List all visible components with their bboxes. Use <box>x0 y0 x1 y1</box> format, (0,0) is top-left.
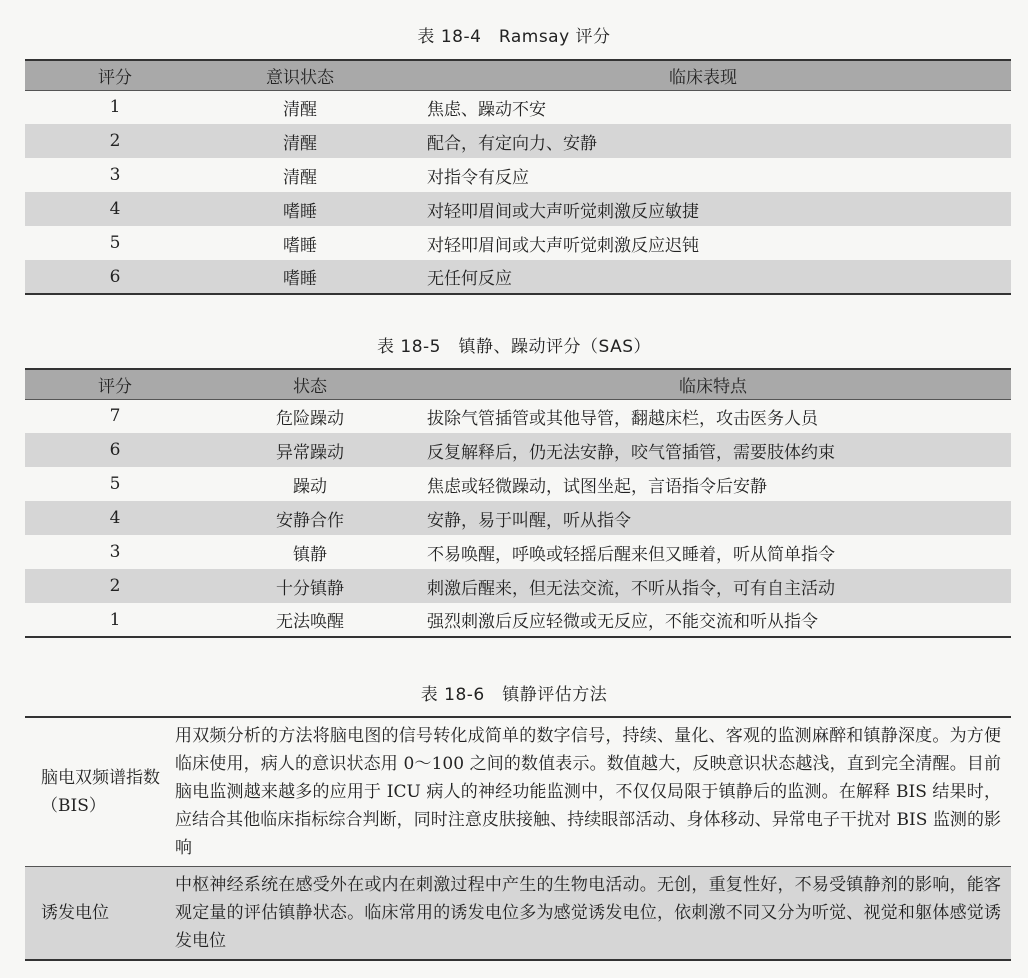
table-row <box>25 867 1011 961</box>
state-cell: 清醒 <box>283 167 317 188</box>
description-cell: 焦虑、躁动不安 <box>427 99 546 120</box>
col-header: 意识状态 <box>205 60 395 90</box>
table-row <box>25 433 1011 467</box>
description-cell: 对轻叩眉间或大声听觉刺激反应敏捷 <box>395 192 1011 226</box>
ramsay-table <box>25 59 1011 295</box>
sas-table <box>25 368 1011 638</box>
method-description: 用双频分析的方法将脑电图的信号转化成简单的数字信号，持续、量化、客观的监测麻醉和镇静深度。为方便临床使用，病人的意识状态用 0～100 之间的数值表示。数值越大，反映意识状态越浅，直到完全清醒。目前脑电监测越来越多的应用于 ICU 病人的神经功能监测中，不仅仅局限于镇静后的监测。在解释 BIS 结果时，应结合其他临床指标综合判断，同时注意皮肤接触、持续眼部活动、身体移动、异常电子干扰对 BIS 监测的影响 <box>175 726 1001 858</box>
table-row <box>25 717 1011 867</box>
description-cell: 对指令有反应 <box>427 167 529 188</box>
description-cell: 不易唤醒，呼唤或轻摇后醒来但又睡着，听从简单指令 <box>427 544 835 565</box>
state-cell: 十分镇静 <box>205 569 415 603</box>
score-cell: 3 <box>109 165 121 185</box>
score-cell: 1 <box>109 97 121 118</box>
state-cell: 嗜睡 <box>205 192 395 226</box>
table-row <box>25 158 1011 192</box>
state-cell: 危险躁动 <box>276 408 344 429</box>
description-cell: 安静，易于叫醒，听从指令 <box>415 501 1011 535</box>
col-header: 评分 <box>25 369 205 399</box>
state-cell: 清醒 <box>205 124 395 158</box>
sedation-methods-table <box>25 716 1011 961</box>
state-cell: 清醒 <box>283 99 317 120</box>
score-cell: 3 <box>109 542 121 562</box>
state-cell: 嗜睡 <box>205 260 395 294</box>
score-cell: 6 <box>25 433 205 467</box>
score-cell: 4 <box>25 501 205 535</box>
description-cell: 强烈刺激后反应轻微或无反应，不能交流和听从指令 <box>415 603 1011 637</box>
method-description: 中枢神经系统在感受外在或内在刺激过程中产生的生物电活动。无创，重复性好，不易受镇静剂的影响，能客观定量的评估镇静状态。临床常用的诱发电位多为感觉诱发电位，依刺激不同又分为听觉、视觉和躯体感觉诱发电位 <box>175 867 1011 961</box>
method-label: 诱发电位 <box>25 867 175 961</box>
description-cell: 拔除气管插管或其他导管，翻越床栏，攻击医务人员 <box>427 408 818 429</box>
description-cell: 对轻叩眉间或大声听觉刺激反应迟钝 <box>427 235 699 256</box>
score-cell: 1 <box>25 603 205 637</box>
table-row <box>25 90 1011 124</box>
table-row <box>25 501 1011 535</box>
description-cell: 配合，有定向力、安静 <box>395 124 1011 158</box>
state-cell: 安静合作 <box>205 501 415 535</box>
state-cell: 镇静 <box>293 544 327 565</box>
score-cell: 2 <box>25 569 205 603</box>
table-row <box>25 467 1011 501</box>
score-cell: 5 <box>109 233 121 253</box>
table3-caption: 表 18-6 镇静评估方法 <box>420 685 608 705</box>
col-header: 临床表现 <box>395 60 1011 90</box>
score-cell: 7 <box>109 406 121 427</box>
table1-caption: 表 18-4 Ramsay 评分 <box>417 27 611 47</box>
state-cell: 躁动 <box>293 476 327 497</box>
table2-caption: 表 18-5 镇静、躁动评分（SAS） <box>376 337 651 357</box>
col-header: 临床特点 <box>415 369 1011 399</box>
table-row <box>25 192 1011 226</box>
description-cell: 焦虑或轻微躁动，试图坐起，言语指令后安静 <box>427 476 767 497</box>
table-row <box>25 124 1011 158</box>
score-cell: 5 <box>109 474 121 494</box>
state-cell: 嗜睡 <box>283 235 317 256</box>
table-row <box>25 260 1011 294</box>
description-cell: 无任何反应 <box>395 260 1011 294</box>
table-row <box>25 226 1011 260</box>
description-cell: 反复解释后，仍无法安静，咬气管插管，需要肢体约束 <box>415 433 1011 467</box>
col-header: 评分 <box>25 60 205 90</box>
state-cell: 异常躁动 <box>205 433 415 467</box>
table-row <box>25 535 1011 569</box>
method-label: 脑电双频谱指数（BIS） <box>41 768 160 816</box>
score-cell: 4 <box>25 192 205 226</box>
state-cell: 无法唤醒 <box>205 603 415 637</box>
table-row <box>25 569 1011 603</box>
score-cell: 6 <box>25 260 205 294</box>
table-row <box>25 399 1011 433</box>
col-header: 状态 <box>205 369 415 399</box>
score-cell: 2 <box>25 124 205 158</box>
description-cell: 刺激后醒来，但无法交流，不听从指令，可有自主活动 <box>415 569 1011 603</box>
table-row <box>25 603 1011 637</box>
